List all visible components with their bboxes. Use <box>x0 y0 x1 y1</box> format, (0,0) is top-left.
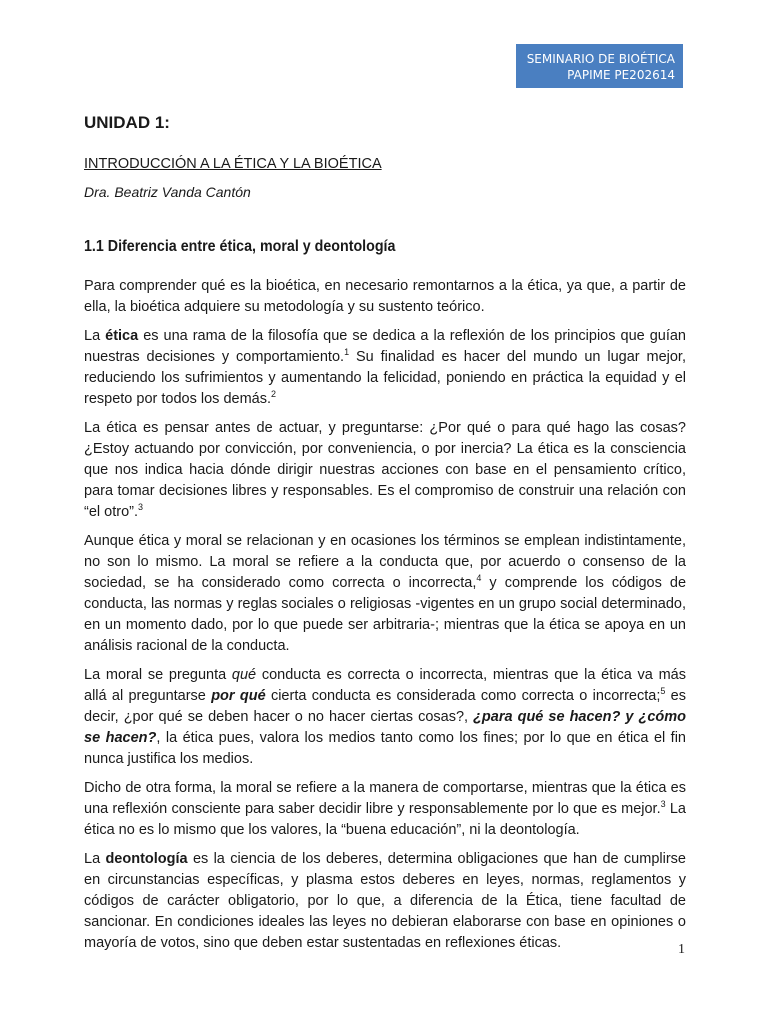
emphasis-para-que: ¿para qué se hacen? y ¿cómo se hacen? <box>84 709 686 746</box>
emphasis-por-que: por qué <box>211 688 266 704</box>
badge-title: SEMINARIO DE BIOÉTICA <box>526 52 675 66</box>
section-heading: 1.1 Diferencia entre ética, moral y deontología <box>84 238 396 255</box>
term-etica: ética <box>105 328 139 344</box>
footnote-ref-3b[interactable]: 3 <box>660 799 666 810</box>
author-name: Dra. Beatriz Vanda Cantón <box>84 184 251 200</box>
footnote-ref-1[interactable]: 1 <box>344 347 350 358</box>
paragraph-5: La moral se pregunta qué conducta es correcta o incorrecta, mientras que la ética va más allá al preguntarse por qué cierta conducta es considerada como correcta o incorrecta;$^5$ es decir, ¿por qué se deben hacer o no hacer ciertas cosas?, ¿para qué se hacen? y ¿cómo se hacen?, la ética pues, valora los medios tanto como los fines; por lo que en ética el fin nunca justifica los medios. <box>84 667 687 767</box>
footnote-ref-4[interactable]: 4 <box>476 573 482 584</box>
document-subtitle: INTRODUCCIÓN A LA ÉTICA Y LA BIOÉTICA <box>84 156 382 172</box>
page-number: 1 <box>678 942 685 957</box>
document-body <box>84 276 686 962</box>
seminar-badge <box>516 44 683 88</box>
paragraph-4: Aunque ética y moral se relacionan y en ocasiones los términos se emplean indistintamente, no son lo mismo. La moral se refiere a la conducta que, por acuerdo o consenso de la sociedad, se ha considerado como correcta o incorrecta,$^4$ y comprende los códigos de conducta, las normas y reglas sociales o religiosas -vigentes en un grupo social determinado, en un momento dado, por lo que puede ser arbitraria-; mientras que la ética se apoya en un análisis racional de la conducta. <box>84 533 687 654</box>
paragraph-1: Para comprender qué es la bioética, en necesario remontarnos a la ética, ya que, a partir de ella, la bioética adquiere su metodología y su sustento teórico. <box>84 278 686 315</box>
footnote-ref-3[interactable]: 3 <box>138 502 144 513</box>
footnote-ref-5[interactable]: 5 <box>660 686 666 697</box>
emphasis-que: qué <box>231 667 257 683</box>
paragraph-3: La ética es pensar antes de actuar, y preguntarse: ¿Por qué o para qué hago las cosas? ¿Estoy actuando por convicción, por conveniencia, o por inercia? La ética es la consciencia que nos indica hacia dónde dirigir nuestras acciones con base en el pensamiento crítico, para tomar decisiones libres y responsables. Es el compromiso de construir una relación con “el otro”.$^3$ <box>84 420 686 520</box>
footnote-ref-2[interactable]: 2 <box>271 389 277 400</box>
unit-title: UNIDAD 1: <box>84 113 170 132</box>
paragraph-2: La ética es una rama de la filosofía que se dedica a la reflexión de los principios que guían nuestras decisiones y comportamiento.$^1$ Su finalidad es hacer del mundo un lugar mejor, reduciendo los sufrimientos y aumentando la felicidad, poniendo en práctica la equidad y el respeto por todos los demás.$^2$ <box>84 328 686 407</box>
term-deontologia: deontología <box>105 851 188 867</box>
paragraph-6: Dicho de otra forma, la moral se refiere a la manera de comportarse, mientras que la ética es una reflexión consciente para saber decidir libre y responsablemente por lo que es mejor.$^3$ La ética no es lo mismo que los valores, la “buena educación”, ni la deontología. <box>84 780 686 838</box>
paragraph-7: La deontología es la ciencia de los deberes, determina obligaciones que han de cumplirse en circunstancias específicas, y plasma estos deberes en leyes, normas, reglamentos y códigos de carácter obligatorio, por lo que, a diferencia de la Ética, tiene facultad de sancionar. En condiciones ideales las leyes no debieran elaborarse con base en opiniones o mayoría de votos, sino que deben estar sustentadas en reflexiones éticas. <box>84 851 686 951</box>
badge-code: PAPIME PE202614 <box>567 68 675 82</box>
